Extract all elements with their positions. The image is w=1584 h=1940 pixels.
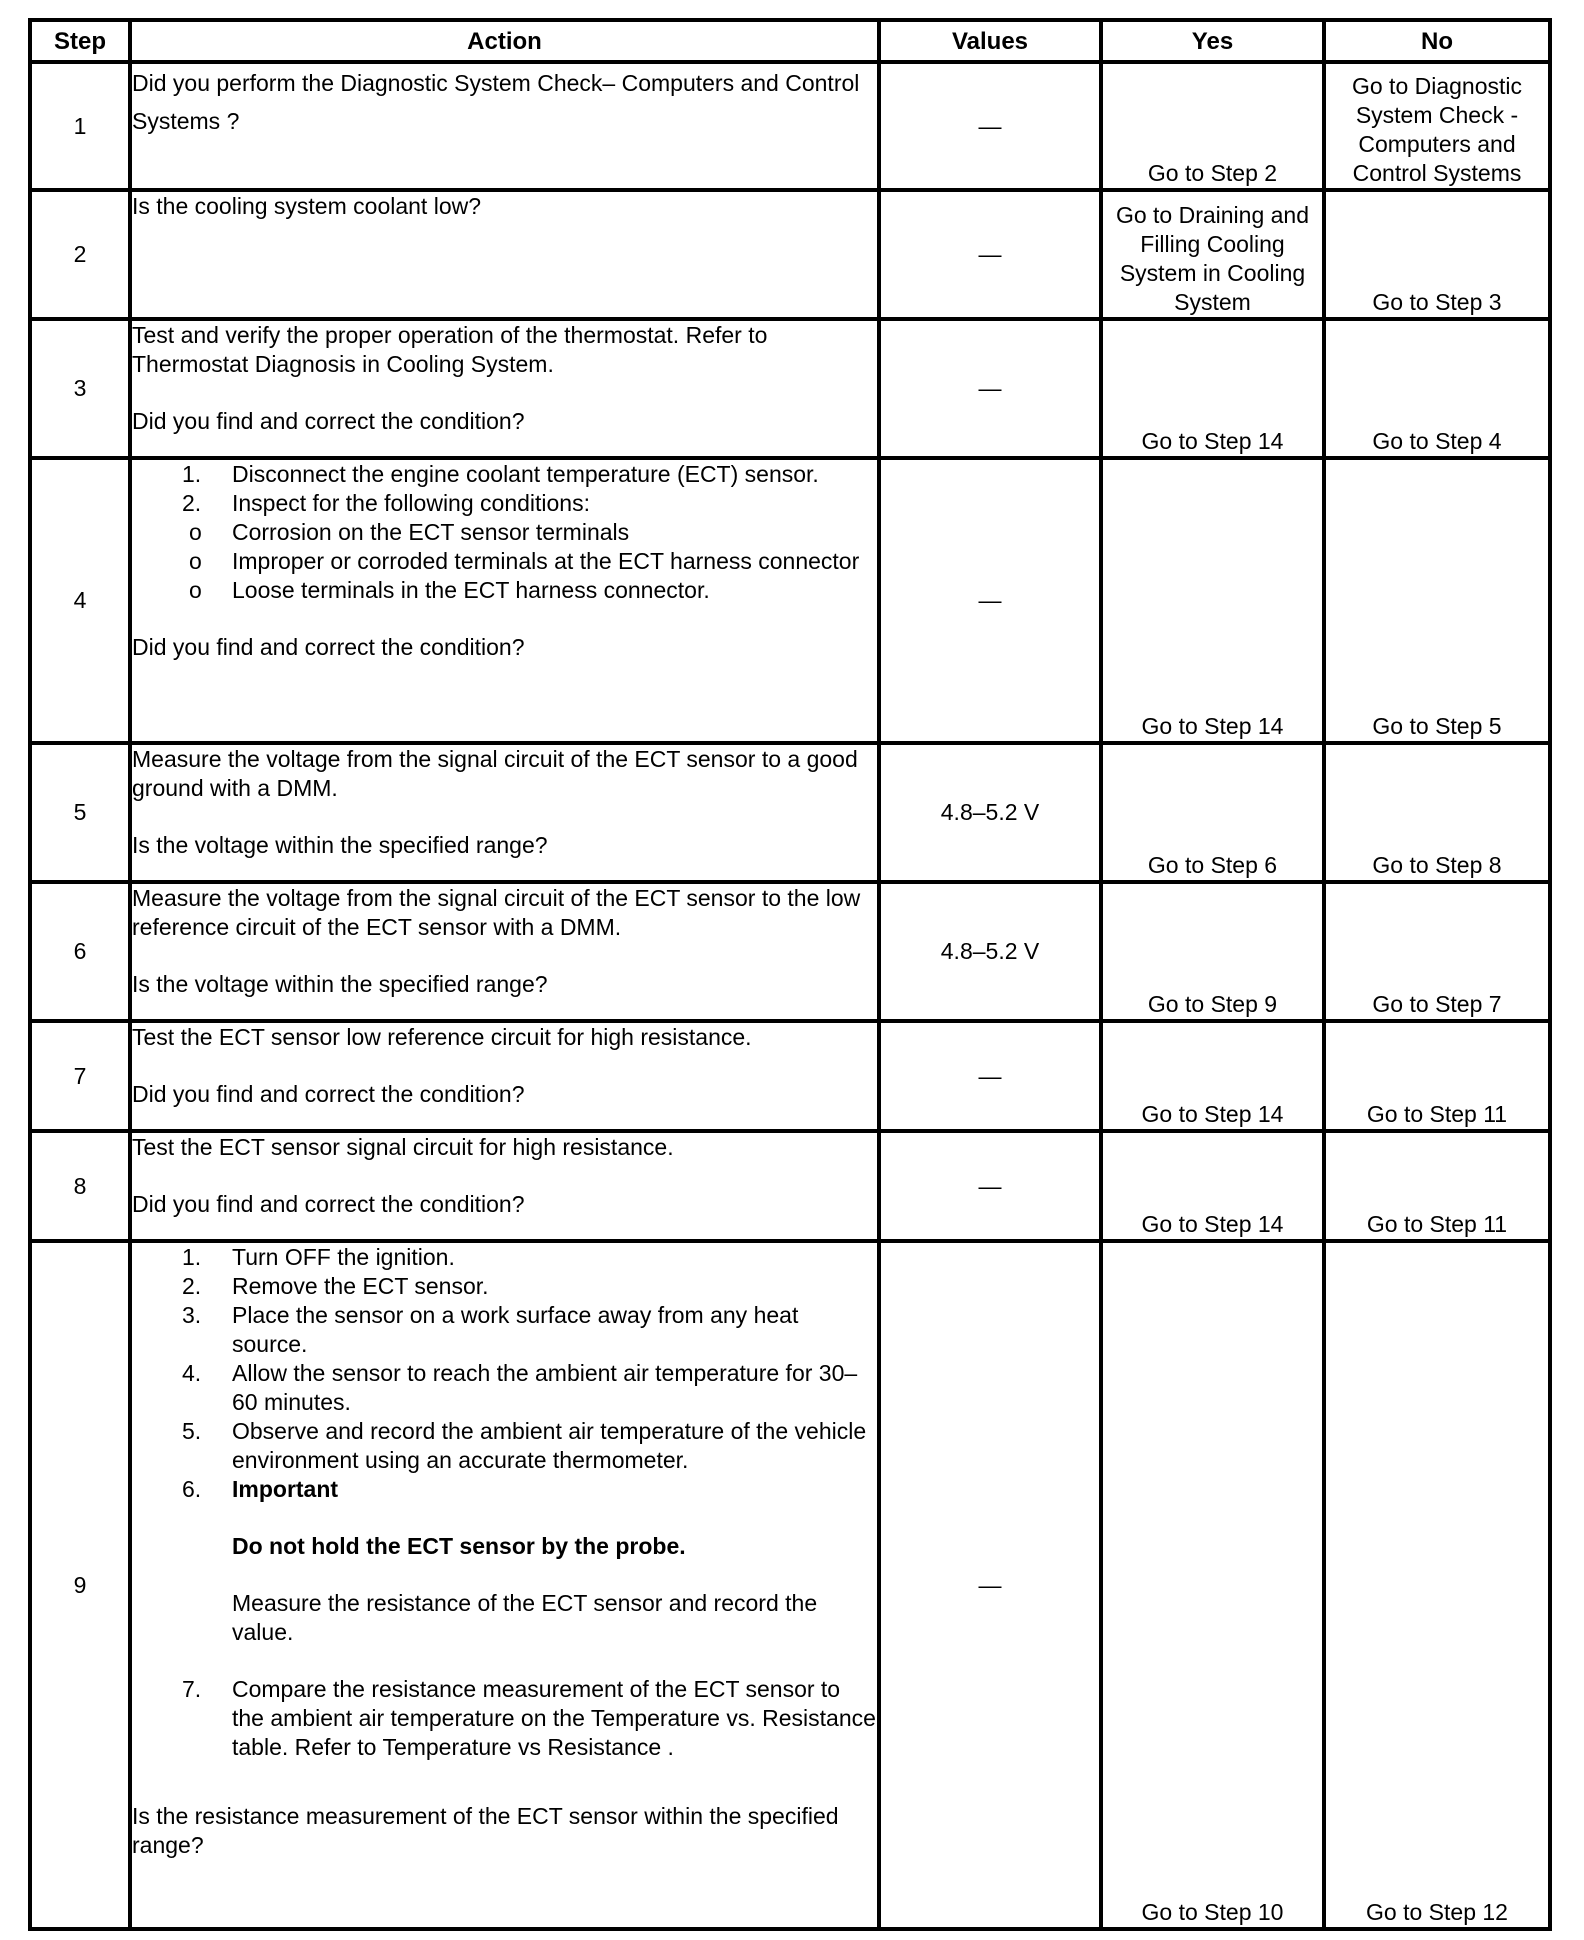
header-yes: Yes: [1101, 20, 1324, 62]
list-item: [132, 576, 877, 605]
table-row: [30, 319, 1550, 458]
yes-cell: Go to Step 14: [1101, 458, 1324, 743]
no-cell: Go to Step 12: [1324, 1241, 1550, 1929]
step-list: [132, 1243, 877, 1762]
table-row: [30, 62, 1550, 190]
value-cell: —: [879, 319, 1101, 458]
list-text: Improper or corroded terminals at the ECT harness connector: [232, 548, 860, 574]
list-number: 1.: [182, 1244, 202, 1270]
action-text: Test and verify the proper operation of the thermostat. Refer to Thermostat Diagnosis in Cooling System.: [132, 322, 768, 377]
list-item: [132, 1301, 877, 1359]
step-list: [132, 460, 877, 518]
yes-cell: Go to Step 14: [1101, 1131, 1324, 1241]
list-number: 7.: [182, 1676, 202, 1702]
step-number: 6: [30, 882, 130, 1021]
list-item: [132, 518, 877, 547]
list-text: Remove the ECT sensor.: [232, 1273, 489, 1299]
list-number: 1.: [182, 461, 202, 487]
action-cell: [130, 319, 879, 458]
action-question: Is the resistance measurement of the ECT sensor within the specified range?: [132, 1803, 839, 1858]
list-item: [132, 1272, 877, 1301]
action-question: Did you find and correct the condition?: [132, 1191, 525, 1217]
yes-cell: Go to Step 14: [1101, 1021, 1324, 1131]
bullet: o: [189, 519, 202, 545]
list-number: 4.: [182, 1360, 202, 1386]
value-cell: —: [879, 1241, 1101, 1929]
bullet: o: [189, 577, 202, 603]
list-text: Compare the resistance measurement of the ECT sensor to the ambient air temperature on the Temperature vs. Resistance table. Refer to Temperature vs Resistance .: [232, 1676, 876, 1760]
important-instruction: Measure the resistance of the ECT sensor and record the value.: [232, 1590, 818, 1645]
no-cell: Go to Step 5: [1324, 458, 1550, 743]
condition-list: [132, 518, 877, 605]
no-cell: Go to Step 7: [1324, 882, 1550, 1021]
header-row: [30, 20, 1550, 62]
yes-cell: Go to Step 10: [1101, 1241, 1324, 1929]
action-question: Did you find and correct the condition?: [132, 408, 525, 434]
action-text: Measure the voltage from the signal circuit of the ECT sensor to a good ground with a DMM.: [132, 746, 858, 801]
list-text: Place the sensor on a work surface away from any heat source.: [232, 1302, 799, 1357]
list-number: 6.: [182, 1476, 202, 1502]
step-number: 5: [30, 743, 130, 882]
list-item: [132, 547, 877, 576]
header-action: Action: [130, 20, 879, 62]
yes-cell: Go to Step 6: [1101, 743, 1324, 882]
table-row: [30, 882, 1550, 1021]
action-cell: [130, 190, 879, 319]
list-text: Disconnect the engine coolant temperature (ECT) sensor.: [232, 461, 819, 487]
table-row: [30, 458, 1550, 743]
list-text: Corrosion on the ECT sensor terminals: [232, 519, 630, 545]
value-cell: —: [879, 1131, 1101, 1241]
step-number: 2: [30, 190, 130, 319]
action-text: Test the ECT sensor signal circuit for high resistance.: [132, 1134, 674, 1160]
value-cell: —: [879, 1021, 1101, 1131]
value-cell: —: [879, 62, 1101, 190]
action-cell: [130, 882, 879, 1021]
action-cell: [130, 62, 879, 190]
value-cell: 4.8–5.2 V: [879, 743, 1101, 882]
list-item: [132, 460, 877, 489]
step-number: 1: [30, 62, 130, 190]
table-row: [30, 1241, 1550, 1929]
important-label: Important: [232, 1476, 339, 1502]
action-text: Test the ECT sensor low reference circuit for high resistance.: [132, 1024, 752, 1050]
step-number: 7: [30, 1021, 130, 1131]
yes-cell: Go to Step 14: [1101, 319, 1324, 458]
list-item: [132, 1675, 877, 1762]
no-cell: Go to Step 11: [1324, 1021, 1550, 1131]
list-text: Loose terminals in the ECT harness connector.: [232, 577, 710, 603]
action-cell: [130, 1241, 879, 1929]
list-text: Observe and record the ambient air temperature of the vehicle environment using an accurate thermometer.: [232, 1418, 867, 1473]
list-item: [132, 1475, 877, 1675]
action-text: Did you perform the Diagnostic System Check– Computers and Control Systems ?: [132, 70, 860, 134]
action-cell: [130, 743, 879, 882]
header-values: Values: [879, 20, 1101, 62]
list-item: [132, 1243, 877, 1272]
important-note: Do not hold the ECT sensor by the probe.: [232, 1533, 686, 1559]
action-cell: [130, 1021, 879, 1131]
action-text: Measure the voltage from the signal circuit of the ECT sensor to the low reference circuit of the ECT sensor with a DMM.: [132, 885, 861, 940]
no-cell: Go to Step 11: [1324, 1131, 1550, 1241]
list-item: [132, 489, 877, 518]
list-item: [132, 1417, 877, 1475]
list-number: 5.: [182, 1418, 202, 1444]
yes-cell: Go to Draining and Filling Cooling System in Cooling System: [1101, 190, 1324, 319]
action-question: Is the voltage within the specified range?: [132, 971, 548, 997]
step-number: 3: [30, 319, 130, 458]
list-number: 3.: [182, 1302, 202, 1328]
no-cell: Go to Step 4: [1324, 319, 1550, 458]
list-item: [132, 1359, 877, 1417]
action-question: Did you find and correct the condition?: [132, 634, 525, 660]
table-row: [30, 743, 1550, 882]
list-text: Inspect for the following conditions:: [232, 490, 590, 516]
diagnostic-table: [28, 18, 1552, 1931]
value-cell: —: [879, 190, 1101, 319]
header-step: Step: [30, 20, 130, 62]
yes-cell: Go to Step 9: [1101, 882, 1324, 1021]
value-cell: —: [879, 458, 1101, 743]
list-text: Allow the sensor to reach the ambient air temperature for 30–60 minutes.: [232, 1360, 858, 1415]
action-text: Is the cooling system coolant low?: [132, 193, 482, 219]
no-cell: Go to Diagnostic System Check - Computers and Control Systems: [1324, 62, 1550, 190]
no-cell: Go to Step 3: [1324, 190, 1550, 319]
bullet: o: [189, 548, 202, 574]
action-cell: [130, 458, 879, 743]
list-number: 2.: [182, 1273, 202, 1299]
header-no: No: [1324, 20, 1550, 62]
table-row: [30, 190, 1550, 319]
action-cell: [130, 1131, 879, 1241]
table-row: [30, 1131, 1550, 1241]
list-number: 2.: [182, 490, 202, 516]
step-number: 4: [30, 458, 130, 743]
step-number: 8: [30, 1131, 130, 1241]
no-cell: Go to Step 8: [1324, 743, 1550, 882]
step-number: 9: [30, 1241, 130, 1929]
list-text: Turn OFF the ignition.: [232, 1244, 455, 1270]
value-cell: 4.8–5.2 V: [879, 882, 1101, 1021]
action-question: Is the voltage within the specified range?: [132, 832, 548, 858]
yes-cell: Go to Step 2: [1101, 62, 1324, 190]
table-row: [30, 1021, 1550, 1131]
action-question: Did you find and correct the condition?: [132, 1081, 525, 1107]
